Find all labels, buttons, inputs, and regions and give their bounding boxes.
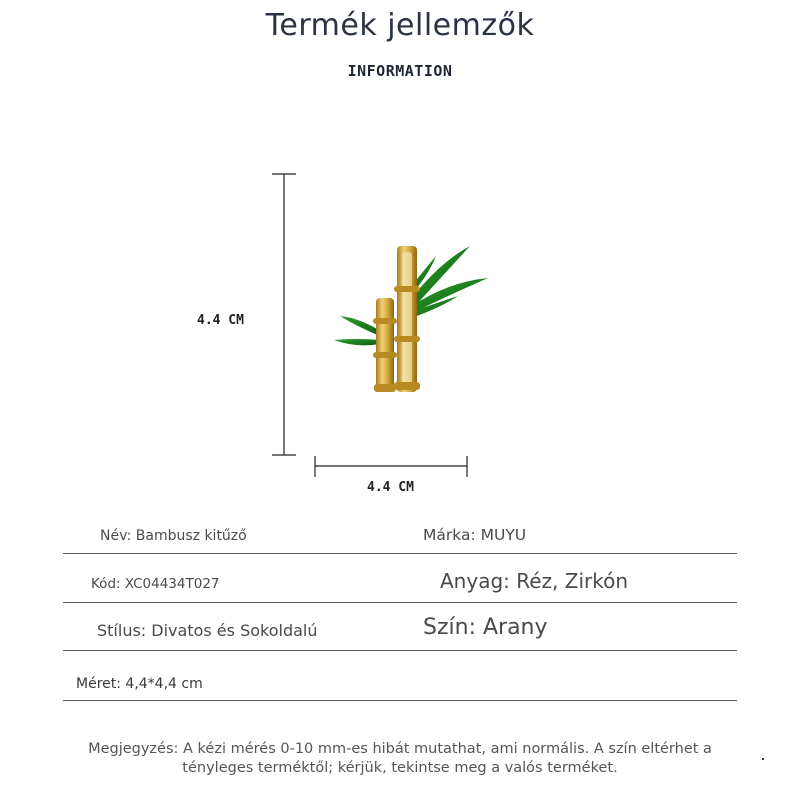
height-dimension-label: 4.4 CM [197, 313, 244, 328]
leaf-cluster-right [408, 246, 488, 318]
table-divider [63, 700, 737, 701]
table-divider [63, 650, 737, 651]
width-dimension-label: 4.4 CM [367, 480, 414, 495]
measurement-note: Megjegyzés: A kézi mérés 0-10 mm-es hibát mutathat, ami normális. A szín eltérhet a tényleges terméktől; kérjük, tekintse meg a valós terméket. [88, 741, 712, 776]
decorative-dot [762, 758, 764, 760]
page-subtitle: INFORMATION [347, 62, 453, 80]
page-title: Termék jellemzők [265, 8, 535, 43]
spec-code: Kód: XC04434T027 [91, 576, 220, 592]
table-divider [63, 602, 737, 603]
bamboo-stalk-short [373, 298, 397, 392]
spec-style: Stílus: Divatos és Sokoldalú [97, 621, 318, 640]
bamboo-stalk-tall [394, 246, 420, 392]
spec-material: Anyag: Réz, Zirkón [440, 569, 629, 593]
table-divider [63, 553, 737, 554]
spec-size: Méret: 4,4*4,4 cm [76, 676, 203, 692]
spec-name: Név: Bambusz kitűző [100, 528, 247, 544]
spec-brand: Márka: MUYU [423, 526, 527, 544]
leaf-cluster-left [334, 312, 382, 345]
spec-color: Szín: Arany [423, 615, 548, 640]
